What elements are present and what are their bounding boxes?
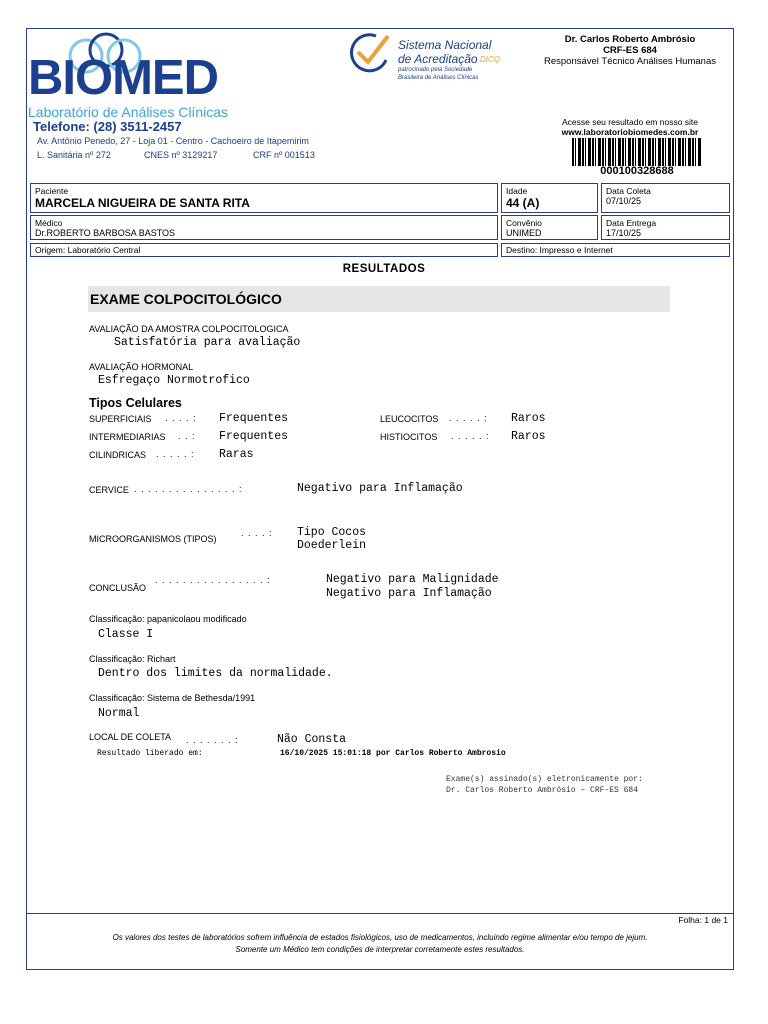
amostra-label: AVALIAÇÃO DA AMOSTRA COLPOCITOLOGICA	[89, 324, 289, 334]
micro-label: MICROORGANISMOS (TIPOS)	[89, 534, 217, 544]
coleta-box	[601, 183, 730, 213]
accred-line1: Sistema Nacional	[398, 38, 492, 52]
conclusao-dots: . . . . . . . . . . . . . . . . :	[155, 575, 271, 585]
barcode-number: 000100328688	[600, 165, 674, 177]
class3-value: Normal	[98, 707, 140, 720]
idade-label: Idade	[506, 186, 528, 196]
coleta-label: Data Coleta	[606, 186, 651, 196]
results-title: RESULTADOS	[342, 263, 426, 275]
cervice-label: CERVICE	[89, 485, 129, 495]
origem-value: Origem: Laboratório Central	[35, 245, 141, 255]
coleta-value: 07/10/25	[606, 196, 642, 206]
footer-note-2: Somente um Médico tem condições de interpretar corretamente estes resultados.	[235, 945, 525, 954]
leucocitos-dots: . . . . . :	[449, 413, 488, 423]
conclusao-value-1: Negativo para Malignidade	[326, 573, 499, 586]
phone: Telefone: (28) 3511-2457	[33, 119, 182, 134]
local-value: Não Consta	[277, 733, 347, 746]
sign-line-2: Dr. Carlos Roberto Ambrósio – CRF-ES 684	[446, 786, 639, 795]
intermediarias-label: INTERMEDIARIAS	[89, 432, 166, 442]
exam-banner	[88, 286, 670, 312]
cilindricas-value: Raras	[219, 448, 254, 461]
amostra-value: Satisfatória para avaliação	[114, 336, 301, 349]
accred-small2: Brasileira de Análises Clínicas	[398, 75, 479, 81]
histiocitos-label: HISTIOCITOS	[380, 432, 438, 442]
entrega-box	[601, 215, 730, 240]
convenio-label: Convênio	[506, 218, 542, 228]
paciente-value: MARCELA NIGUEIRA DE SANTA RITA	[35, 196, 250, 210]
logo-subtitle: Laboratório de Análises Clínicas	[28, 104, 229, 120]
leucocitos-value: Raros	[511, 412, 546, 425]
idade-value: 44 (A)	[506, 196, 540, 210]
hormonal-label: AVALIAÇÃO HORMONAL	[89, 362, 194, 372]
entrega-label: Data Entrega	[606, 218, 657, 228]
medico-value: Dr.ROBERTO BARBOSA BASTOS	[35, 228, 176, 238]
crf: CRF nº 001513	[253, 150, 315, 160]
convenio-box	[501, 215, 598, 240]
logo-wordmark: BIOMED	[28, 51, 218, 105]
accred-small1: patrocinado pela Sociedade	[398, 67, 473, 73]
address: Av. Antônio Penedo, 27 - Loja 01 - Centro - Cachoeiro de Itapemirim	[37, 136, 309, 146]
hormonal-value: Esfregaço Normotrofico	[98, 374, 250, 387]
doctor-block	[520, 34, 740, 67]
footer-note-1: Os valores dos testes de laboratórios sofrem influência de estados fisiológicos, uso de medicamentos, incluindo regime alimentar e/ou tempo de jejum.	[112, 933, 648, 942]
folha: Folha: 1 de 1	[678, 915, 728, 925]
medico-box	[30, 215, 498, 240]
check-seal-icon	[346, 30, 394, 74]
cervice-value: Negativo para Inflamação	[297, 482, 463, 495]
local-label: LOCAL DE COLETA	[89, 732, 172, 742]
idade-box	[501, 183, 598, 213]
class3-label: Classificação: Sistema de Bethesda/1991	[89, 693, 256, 703]
accreditation-seal	[346, 30, 516, 90]
liberado-value: 16/10/2025 15:01:18 por Carlos Roberto Ambrosio	[280, 749, 506, 758]
paciente-label: Paciente	[35, 186, 69, 196]
micro-dots: . . . . :	[241, 528, 273, 538]
conclusao-value-2: Negativo para Inflamação	[326, 587, 492, 600]
medico-label: Médico	[35, 218, 63, 228]
cilindricas-dots: . . . . . :	[156, 449, 195, 459]
class2-label: Classificação: Richart	[89, 654, 176, 664]
site-link[interactable]: www.laboratoriobiomedes.com.br	[561, 127, 699, 137]
footer-divider	[26, 913, 734, 914]
micro-value-2: Doederlein	[297, 539, 367, 552]
patient-box	[30, 183, 498, 213]
barcode	[572, 138, 702, 166]
accred-tag: DICQ	[480, 55, 500, 64]
sign-line-1: Exame(s) assinado(s) eletronicamente por:	[446, 775, 643, 784]
access-text: Acesse seu resultado em nosso site	[561, 117, 699, 127]
class1-value: Classe I	[98, 628, 154, 641]
superficiais-value: Frequentes	[219, 412, 289, 425]
destino-box	[501, 243, 730, 257]
license: L. Sanitária nº 272	[37, 150, 111, 160]
local-dots: . . . . . . . :	[186, 735, 239, 745]
doctor-crf: CRF-ES 684	[603, 45, 657, 56]
cilindricas-label: CILINDRICAS	[89, 450, 147, 460]
header-divider	[252, 28, 348, 29]
doctor-name: Dr. Carlos Roberto Ambrósio	[564, 34, 696, 45]
destino-value: Destino: Impresso e Internet	[506, 245, 613, 255]
convenio-value: UNIMED	[506, 228, 542, 238]
superficiais-dots: . . . . :	[165, 413, 197, 423]
histiocitos-dots: . . . . . :	[451, 431, 490, 441]
origem-box	[30, 243, 498, 257]
biomed-logo	[30, 30, 260, 120]
intermediarias-dots: . . :	[178, 431, 196, 441]
doctor-role: Responsável Técnico Análises Humanas	[544, 56, 716, 67]
site-block	[540, 117, 720, 137]
cervice-dots: . . . . . . . . . . . . . . . :	[134, 484, 243, 494]
liberado-label: Resultado liberado em:	[97, 749, 203, 758]
histiocitos-value: Raros	[511, 430, 546, 443]
exam-title: EXAME COLPOCITOLÓGICO	[90, 291, 282, 307]
accred-line2: de Acreditação	[398, 52, 478, 66]
intermediarias-value: Frequentes	[219, 430, 289, 443]
cnes: CNES nº 3129217	[144, 150, 218, 160]
class1-label: Classificação: papanicolaou modificado	[89, 614, 247, 624]
entrega-value: 17/10/25	[606, 228, 642, 238]
micro-value-1: Tipo Cocos	[297, 526, 367, 539]
conclusao-label: CONCLUSÃO	[89, 583, 147, 593]
leucocitos-label: LEUCOCITOS	[380, 414, 439, 424]
tipos-title: Tipos Celulares	[89, 396, 182, 410]
class2-value: Dentro dos limites da normalidade.	[98, 667, 333, 680]
superficiais-label: SUPERFICIAIS	[89, 414, 152, 424]
